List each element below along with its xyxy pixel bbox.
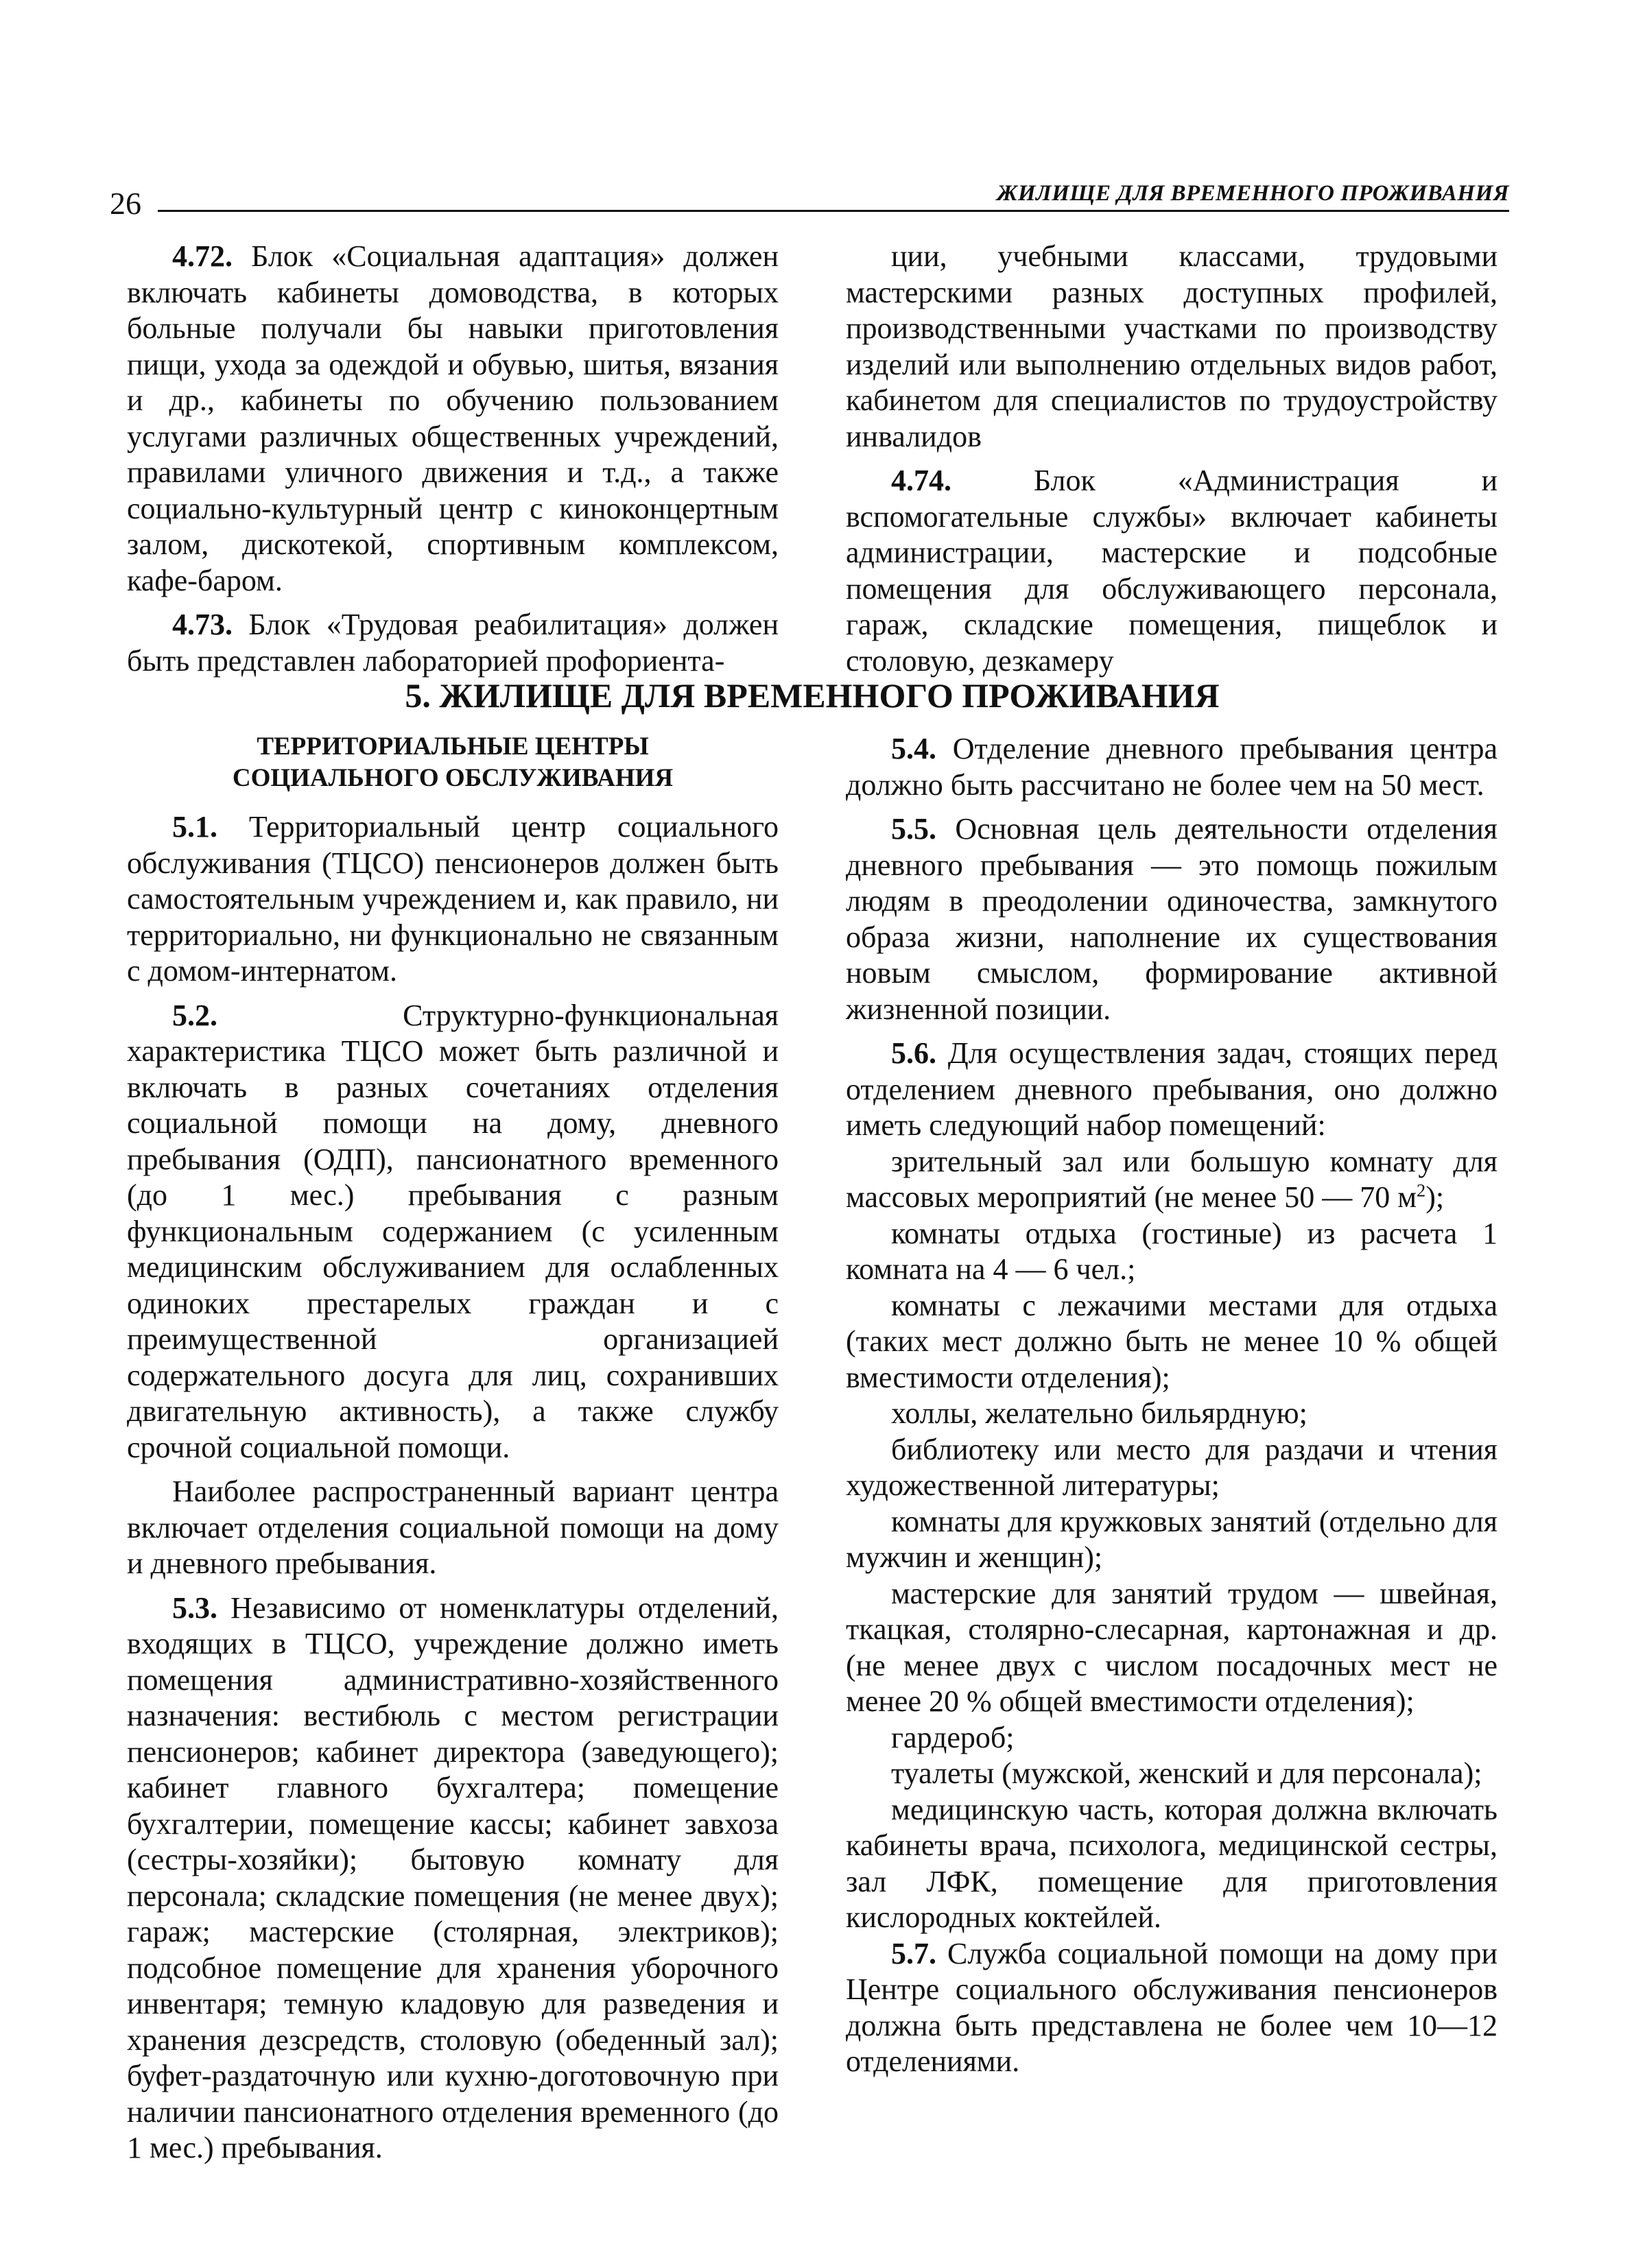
paragraph-text: Территориальный центр социального обслуживания (ТЦСО) пенсионеров должен быть самостоятельным учреждением и, как правило, ни территориально, ни функционально не связанным с домом-интернатом. [127,810,779,988]
paragraph-text: Наиболее распространенный вариант центра включает отделения социальной помощи на дому и дневного пребывания. [127,1475,779,1580]
paragraph [846,1720,1498,1756]
clause-number: 5.7. [891,1936,936,1970]
paragraph [846,1936,1498,2080]
paragraph [846,1144,1498,1216]
paragraph [846,463,1498,679]
clause-number: 4.74. [891,464,951,497]
paragraph-text: комнаты отдыха (гостиные) из расчета 1 комната на 4 — 6 чел.; [846,1216,1498,1286]
paragraph-text: комнаты с лежачими местами для отдыха (таких мест должно быть не менее 10 % общей вместимости отделения); [846,1288,1498,1394]
subsection-title-line-2: СОЦИАЛЬНОГО ОБСЛУЖИВАНИЯ [232,764,674,792]
paragraph-text: холлы, желательно бильярдную; [891,1396,1307,1430]
paragraph-text: медицинскую часть, которая должна включать кабинеты врача, психолога, медицинской сестры, зал ЛФК, помещение для приготовления кислородных коктейлей. [846,1792,1498,1934]
paragraph-text: Служба социальной помощи на дому при Центре социального обслуживания пенсионеров должна быть представлена не более чем 10—12 отделениями. [846,1936,1498,2078]
paragraph [127,998,779,1466]
paragraph [846,1216,1498,1288]
clause-number: 4.72. [172,239,233,273]
paragraph-text: библиотеку или место для раздачи и чтения художественной литературы; [846,1432,1498,1502]
top-right-column [846,239,1498,687]
paragraph-text: мастерские для занятий трудом — швейная, ткацкая, столярно-слесарная, картонажная и др. (не менее двух с числом посадочных мест не менее 20 % общей вместимости отделения); [846,1576,1498,1718]
top-left-column [127,239,779,687]
paragraph [846,1792,1498,1936]
superscript: 2 [1417,1180,1426,1201]
section-title: 5. ЖИЛИЩЕ ДЛЯ ВРЕМЕННОГО ПРОЖИВАНИЯ [405,676,1220,715]
clause-number: 4.73. [172,608,233,641]
subsection-title-line-1: ТЕРРИТОРИАЛЬНЫЕ ЦЕНТРЫ [257,732,649,761]
paragraph-text: Для осуществления задач, стоящих перед отделением дневного пребывания, оно должно иметь следующий набор помещений: [846,1036,1498,1142]
paragraph [127,1590,779,2166]
paragraph [127,1474,779,1582]
paragraph [127,809,779,990]
paragraph [846,1396,1498,1432]
header-rule [158,210,1509,212]
paragraph-text: Блок «Трудовая реабилитация» должен быть представлен лабораторией профориента- [127,608,779,678]
paragraph-text: туалеты (мужской, женский и для персонала); [891,1756,1482,1790]
bottom-left-paragraphs [127,809,779,2166]
clause-number: 5.2. [172,998,217,1032]
subsection-title [127,731,779,794]
paragraph-text: зрительный зал или большую комнату для массовых мероприятий (не менее 50 — 70 м [846,1144,1498,1214]
clause-number: 5.1. [172,810,217,844]
paragraph-text: гардероб; [891,1720,1015,1754]
paragraph [846,731,1498,803]
clause-number: 5.6. [891,1036,936,1070]
paragraph [846,1504,1498,1576]
clause-number: 5.3. [172,1590,217,1625]
paragraph-text: Отделение дневного пребывания центра должно быть рассчитано не более чем на 50 мест. [846,732,1498,802]
paragraph [846,1432,1498,1504]
paragraph [846,1288,1498,1396]
paragraph [846,811,1498,1027]
paragraph [846,1576,1498,1720]
paragraph [846,1756,1498,1792]
page-header [110,180,1509,221]
paragraph-text: Основная цель деятельности отделения дневного пребывания — это помощь пожилым людям в преодолении одиночества, замкнутого образа жизни, наполнение их существования новым смыслом, формирование активной жизненной позиции. [846,812,1498,1026]
paragraph-text: комнаты для кружковых занятий (отдельно для мужчин и женщин); [846,1504,1498,1574]
paragraph [846,239,1498,455]
clause-number: 5.4. [891,732,936,765]
paragraph-text-end: ); [1425,1180,1445,1214]
clause-number: 5.5. [891,812,936,846]
bottom-right-column [846,731,1498,2088]
paragraph-text: Блок «Администрация и вспомогательные службы» включает кабинеты администрации, мастерские и подсобные помещения для обслуживающего персонала, гараж, складские помещения, пищеблок и столовую, дезкамеру [846,464,1498,678]
paragraph [127,607,779,679]
running-head: ЖИЛИЩЕ ДЛЯ ВРЕМЕННОГО ПРОЖИВАНИЯ [987,180,1509,207]
page-number: 26 [110,186,141,221]
paragraph-text: Блок «Социальная адаптация» должен включать кабинеты домоводства, в которых больные получали бы навыки приготовления пищи, ухода за одеждой и обувью, шитья, вязания и др., кабинеты по обучению пользованием услугами различных общественных учреждений, правилами уличного движения и т.д., а также социально-культурный центр с киноконцертным залом, дискотекой, спортивным комплексом, кафе-баром. [127,239,779,597]
paragraph [127,239,779,599]
paragraph-text: Независимо от номенклатуры отделений, входящих в ТЦСО, учреждение должно иметь помещения административно-хозяйственного назначения: вестибюль с местом регистрации пенсионеров; кабинет директора (заведующего); кабинет главного бухгалтера; помещение бухгалтерии, помещение кассы; кабинет завхоза (сестры-хозяйки); бытовую комнату для персонала; складские помещения (не менее двух); гараж; мастерские (столярная, электриков); подсобное помещение для хранения уборочного инвентаря; темную кладовую для разведения и хранения дезсредств, столовую (обеденный зал); буфет-раздаточную или кухню-доготовочную при наличии пансионатного отделения временного (до 1 мес.) пребывания. [127,1590,779,2164]
paragraph [846,1036,1498,1144]
paragraph-text: ции, учебными классами, трудовыми мастерскими разных доступных профилей, производственными участками по производству изделий или выполнению отдельных видов работ, кабинетом для специалистов по трудоустройству инвалидов [846,239,1498,453]
paragraph-text: Структурно-функциональная характеристика ТЦСО может быть различной и включать в разных сочетаниях отделения социальной помощи на дому, дневного пребывания (ОДП), пансионатного временного (до 1 мес.) пребывания с разным функциональным содержанием (с усиленным медицинским обслуживанием для ослабленных одиноких престарелых граждан и с преимущественной организацией содержательного досуга для лиц, сохранивших двигательную активность), а также службу срочной социальной помощи. [127,998,779,1464]
bottom-left-column [127,731,779,2175]
